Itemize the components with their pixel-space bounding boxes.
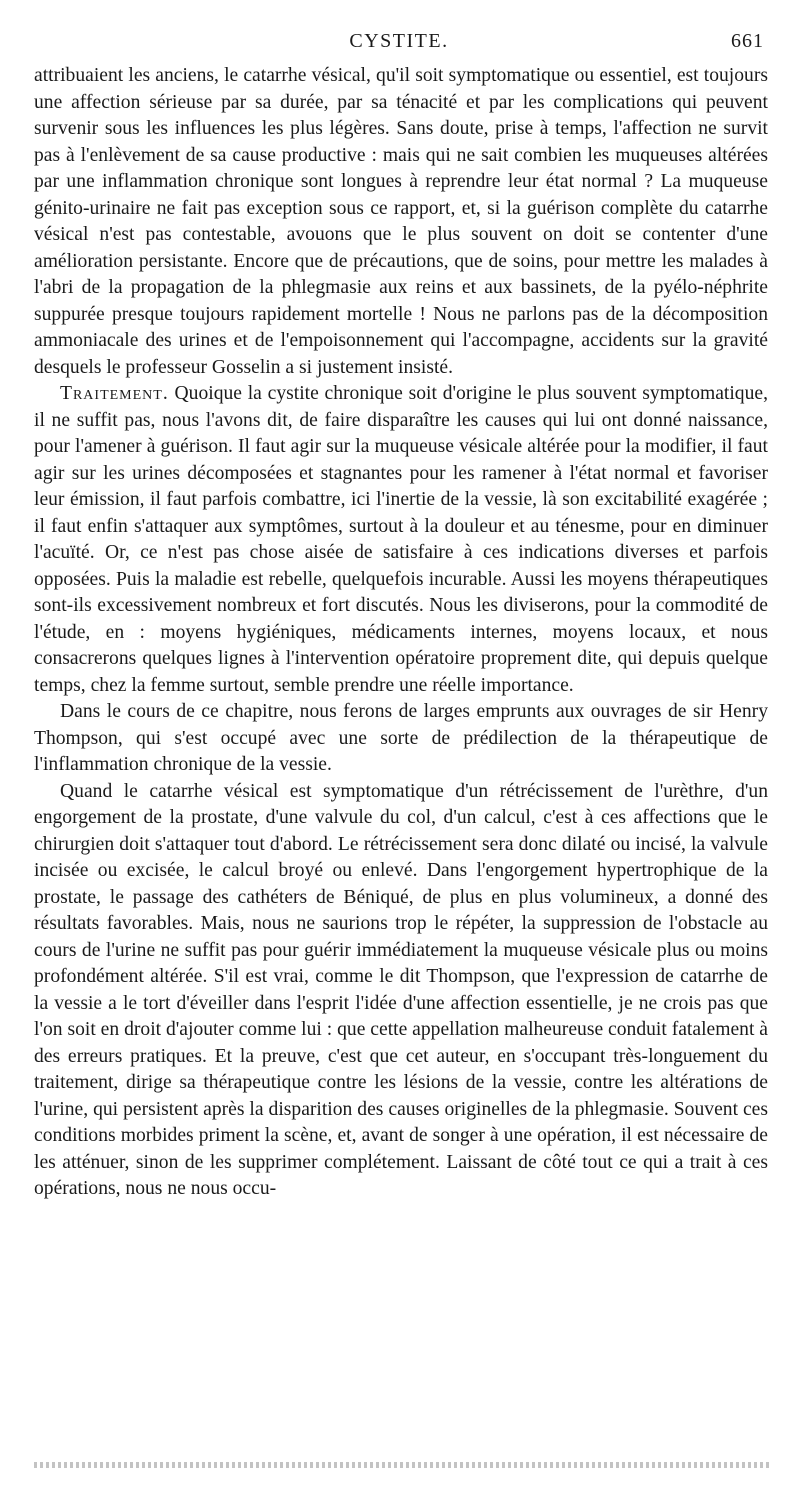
paragraph-thompson (34, 699, 768, 779)
cropped-footer-line (34, 1462, 770, 1468)
paragraph-text: Quoique la cystite chronique soit d'origine le plus souvent symptomatique, il ne suffit pas, nous l'avons dit, de faire disparaître les causes qui lui ont donné naissance, pour l'amener à guérison. Il faut agir sur la muqueuse vésicale altérée pour la modifier, il faut agir sur les urines décomposées et stagnantes pour les ramener à l'état normal et favoriser leur émission, il faut parfois combattre, ici l'inertie de la vessie, là son excitabilité exagérée ; il faut enfin s'attaquer aux symptômes, surtout à la douleur et au ténesme, pour en diminuer l'acuïté. Or, ce n'est pas chose aisée de satisfaire à ces indications diverses et parfois opposées. Puis la maladie est rebelle, quelquefois incurable. Aussi les moyens thérapeutiques sont-ils excessivement nombreux et fort discutés. Nous les diviserons, pour la commodité de l'étude, en : moyens hygiéniques, médicaments internes, moyens locaux, et nous consacrerons quelques lignes à l'intervention opératoire proprement dite, qui depuis quelque temps, chez la femme surtout, semble prendre une réelle importance. (34, 383, 768, 696)
paragraph-continuation (34, 63, 768, 381)
running-header (34, 30, 764, 54)
paragraph-text: Quand le catarrhe vésical est symptomatique d'un rétrécissement de l'urèthre, d'un engorgement de la prostate, d'une valvule du col, d'un calcul, c'est à ces affections que le chirurgien doit s'attaquer tout d'abord. Le rétrécissement sera donc dilaté ou incisé, la valvule incisée ou excisée, le calcul broyé ou enlevé. Dans l'engorgement hypertrophique de la prostate, le passage des cathéters de Béniqué, de plus en plus volumineux, a donné des résultats favorables. Mais, nous ne saurions trop le répéter, la suppression de l'obstacle au cours de l'urine ne suffit pas pour guérir immédiatement la muqueuse vésicale plus ou moins profondément altérée. S'il est vrai, comme le dit Thompson, que l'expression de catarrhe de la vessie a le tort d'éveiller dans l'esprit l'idée d'une affection essentielle, je ne crois pas que l'on soit en droit d'ajouter comme lui : que cette appellation malheureuse conduit fatalement à des erreurs pratiques. Et la preuve, c'est que cet auteur, en s'occupant très-longuement du traitement, dirige sa thérapeutique contre les lésions de la vessie, contre les altérations de l'urine, qui persistent après la disparition des causes originelles de la phlegmasie. Souvent ces conditions morbides priment la scène, et, avant de songer à une opération, il est nécessaire de les atténuer, sinon de les supprimer complétement. Laissant de côté tout ce qui a trait à ces opérations, nous ne nous occu- (34, 780, 768, 1199)
paragraph-text: attribuaient les anciens, le catarrhe vésical, qu'il soit symptomatique ou essentiel, est toujours une affection sérieuse par sa durée, par sa ténacité et par les complications qui peuvent survenir sous les influences les plus légères. Sans doute, prise à temps, l'affection ne survit pas à l'enlèvement de sa cause productive : mais qui ne sait combien les muqueuses altérées par une inflammation chronique sont longues à reprendre leur état normal ? La muqueuse génito-urinaire ne fait pas exception sous ce rapport, et, si la guérison complète du catarrhe vésical n'est pas contestable, avouons que le plus souvent on doit se contenter d'une amélioration persistante. Encore que de précautions, que de soins, pour mettre les malades à l'abri de la propagation de la phlegmasie aux reins et aux bassinets, de la pyélo-néphrite suppurée presque toujours rapidement mortelle ! Nous ne parlons pas de la décomposition ammoniacale des urines et de l'empoisonnement qui l'accompagne, accidents sur la gravité desquels le professeur Gosselin a si justement insisté. (34, 65, 768, 378)
paragraph-traitement (34, 381, 768, 699)
paragraph-text: Dans le cours de ce chapitre, nous ferons de larges emprunts aux ouvrages de sir Henry Thompson, qui s'est occupé avec une sorte de prédilection de la thérapeutique de l'inflammation chronique de la vessie. (34, 701, 768, 775)
paragraph-catarrhe-symptomatique (34, 779, 768, 1203)
running-title: CYSTITE. (349, 30, 449, 52)
page-number: 661 (731, 30, 764, 52)
section-lead-traitement: Traitement. (60, 383, 169, 404)
body-text (34, 63, 768, 1203)
